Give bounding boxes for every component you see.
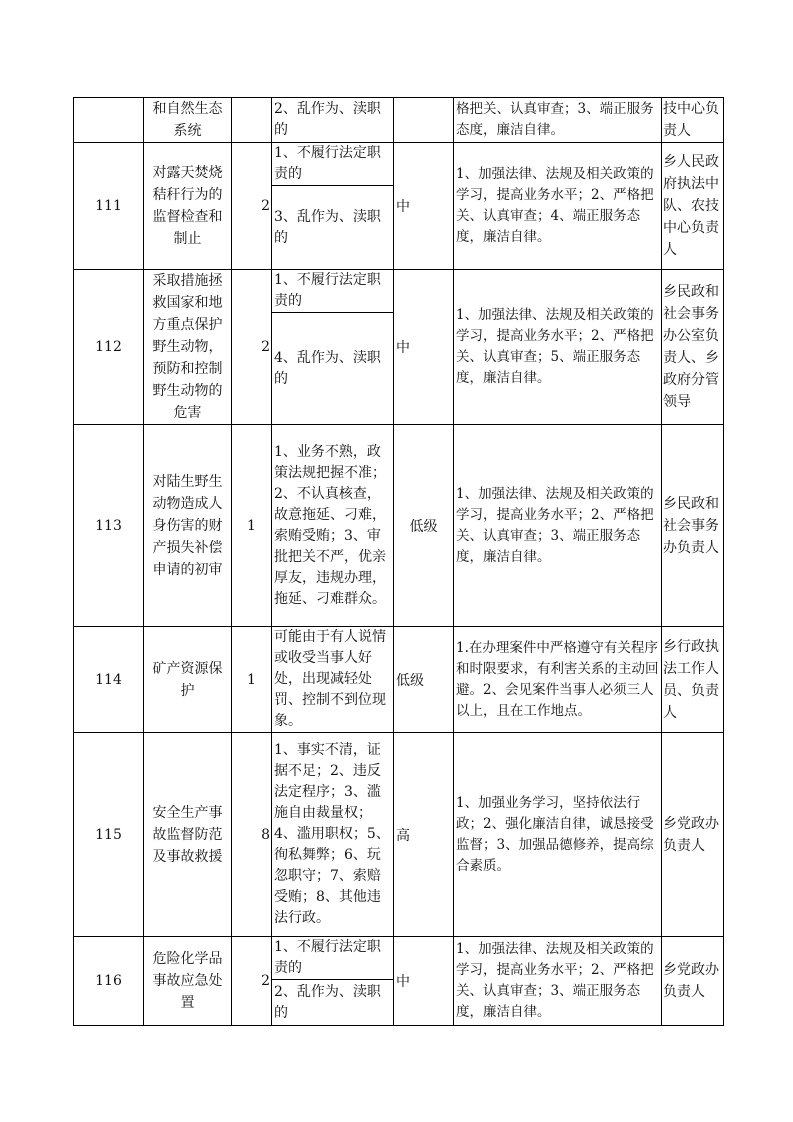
responsible-person: 乡党政办负责人 bbox=[662, 733, 724, 937]
risk-points bbox=[272, 627, 394, 733]
risk-point: 可能由于有人说情或收受当事人好处，出现减轻处罚、控制不到位现象。 bbox=[274, 629, 386, 729]
power-item: 危险化学品事故应急处置 bbox=[144, 937, 232, 1026]
responsible-person: 技中心负责人 bbox=[662, 98, 724, 143]
risk-point: 2、乱作为、渎职的 bbox=[272, 979, 393, 1025]
row-number bbox=[74, 98, 144, 143]
risk-count: 2 bbox=[232, 143, 272, 270]
prevention-measures: 1.在办理案件中严格遵守有关程序和时限要求，有利害关系的主动回避。2、会见案件当事人必须三人以上，且在工作地点。 bbox=[454, 627, 662, 733]
risk-points bbox=[272, 143, 394, 270]
prevention-measures: 1、加强法律、法规及相关政策的学习，提高业务水平；2、严格把关、认真审查；5、端正服务态度，廉洁自律。 bbox=[454, 270, 662, 425]
risk-point: 1、业务不熟，政策法规把握不准；2、不认真核查，故意拖延、刁难，索贿受贿；3、审批把关不严，优亲厚友，违规办理，拖延、刁难群众。 bbox=[274, 443, 386, 607]
responsible-person: 乡党政办负责人 bbox=[662, 937, 724, 1026]
risk-point: 2、乱作为、渎职的 bbox=[274, 101, 381, 138]
row-number: 116 bbox=[74, 937, 144, 1026]
risk-points bbox=[272, 425, 394, 627]
prevention-measures: 1、加强法律、法规及相关政策的学习，提高业务水平；2、严格把关、认真审查；3、端正服务态度，廉洁自律。 bbox=[454, 425, 662, 627]
table-row bbox=[74, 425, 724, 627]
risk-point: 1、事实不清，证据不足；2、违反法定程序；3、滥施自由裁量权；4、滥用职权；5、徇私舞弊；6、玩忽职守；7、索赔受贿；8、其他违法行政。 bbox=[274, 742, 390, 926]
risk-level: 中 bbox=[394, 143, 454, 270]
responsible-person: 乡人民政府执法中队、农技中心负责人 bbox=[662, 143, 724, 270]
prevention-measures: 格把关、认真审查；3、端正服务态度，廉洁自律。 bbox=[454, 98, 662, 143]
risk-count: 1 bbox=[232, 425, 272, 627]
risk-count: 1 bbox=[232, 627, 272, 733]
responsible-person: 乡行政执法工作人员、负责人 bbox=[662, 627, 724, 733]
risk-level: 中 bbox=[394, 270, 454, 425]
prevention-measures: 1、加强法律、法规及相关政策的学习，提高业务水平；2、严格把关、认真审查；4、端正服务态度，廉洁自律。 bbox=[454, 143, 662, 270]
table-row bbox=[74, 733, 724, 937]
responsible-person: 乡民政和社会事务办公室负责人、乡政府分管领导 bbox=[662, 270, 724, 425]
risk-count: 2 bbox=[232, 937, 272, 1026]
risk-points bbox=[272, 270, 394, 425]
responsible-person: 乡民政和社会事务办负责人 bbox=[662, 425, 724, 627]
risk-points bbox=[272, 98, 394, 143]
table-row bbox=[74, 143, 724, 270]
risk-count bbox=[232, 98, 272, 143]
power-item: 安全生产事故监督防范及事故救援 bbox=[144, 733, 232, 937]
risk-count: 8 bbox=[232, 733, 272, 937]
risk-count: 2 bbox=[232, 270, 272, 425]
risk-level: 中 bbox=[394, 937, 454, 1026]
risk-points bbox=[272, 733, 394, 937]
power-item: 对陆生野生动物造成人身伤害的财产损失补偿申请的初审 bbox=[144, 425, 232, 627]
row-number: 113 bbox=[74, 425, 144, 627]
table-row bbox=[74, 98, 724, 143]
prevention-measures: 1、加强法律、法规及相关政策的学习，提高业务水平；2、严格把关、认真审查；3、端正服务态度，廉洁自律。 bbox=[454, 937, 662, 1026]
risk-level bbox=[394, 98, 454, 143]
risk-point: 4、乱作为、渎职的 bbox=[272, 312, 393, 424]
row-number: 115 bbox=[74, 733, 144, 937]
risk-control-table bbox=[73, 97, 724, 1026]
table-row bbox=[74, 937, 724, 1026]
row-number: 114 bbox=[74, 627, 144, 733]
power-item: 采取措施拯救国家和地方重点保护野生动物，预防和控制野生动物的危害 bbox=[144, 270, 232, 425]
risk-point: 1、不履行法定职责的 bbox=[274, 145, 381, 182]
risk-points bbox=[272, 937, 394, 1026]
power-item: 矿产资源保护 bbox=[144, 627, 232, 733]
row-number: 112 bbox=[74, 270, 144, 425]
power-item: 对露天焚烧秸秆行为的监督检查和制止 bbox=[144, 143, 232, 270]
risk-point: 3、乱作为、渎职的 bbox=[272, 185, 393, 269]
power-item: 和自然生态系统 bbox=[144, 98, 232, 143]
risk-level: 低级 bbox=[394, 627, 454, 733]
row-number: 111 bbox=[74, 143, 144, 270]
risk-point: 1、不履行法定职责的 bbox=[274, 939, 381, 976]
risk-level: 低级 bbox=[394, 425, 454, 627]
risk-level: 高 bbox=[394, 733, 454, 937]
table-row bbox=[74, 270, 724, 425]
risk-point: 1、不履行法定职责的 bbox=[274, 272, 381, 309]
table-row bbox=[74, 627, 724, 733]
prevention-measures: 1、加强业务学习，坚持依法行政；2、强化廉洁自律，诚恳接受监督；3、加强品德修养，提高综合素质。 bbox=[454, 733, 662, 937]
